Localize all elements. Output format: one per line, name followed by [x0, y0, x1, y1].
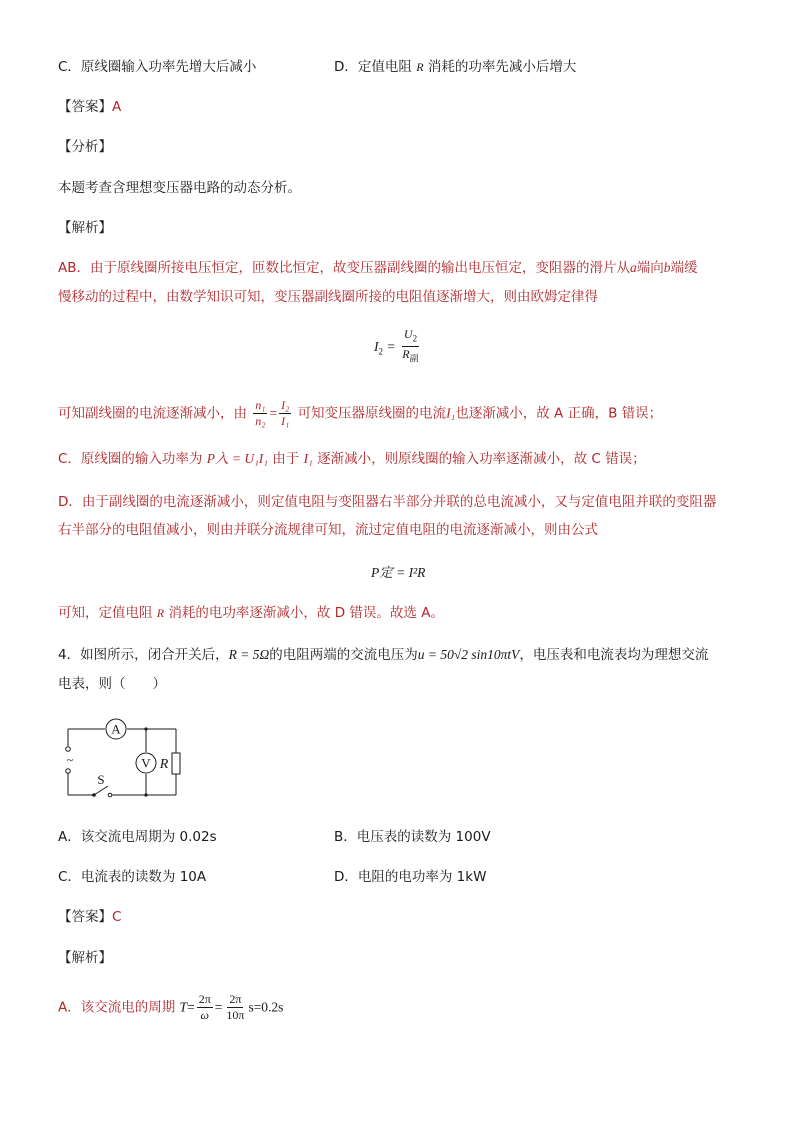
q4-stem-line1	[58, 645, 708, 665]
q3-option-d-var: R	[416, 60, 424, 74]
q4-option-b: B．电压表的读数为 100V	[334, 829, 491, 845]
q3-option-d-text: D．定值电阻	[334, 59, 412, 75]
eq: P入 = U₁I₁	[206, 451, 268, 466]
text: 端缓	[670, 260, 698, 276]
equation-power: P定 = I²R	[371, 565, 426, 580]
text: 由于	[272, 451, 300, 467]
q3-ab-line2: 慢移动的过程中，由数学知识可知，变压器副线圈所接的电阻值逐渐增大，则由欧姆定律得	[58, 289, 598, 305]
ammeter-label: A	[111, 721, 121, 737]
q3-d-line1: D．由于副线圈的电流逐渐减小，则定值电阻与变阻器右半部分并联的总电流减小，又与定值电阻并联的变阻器	[58, 494, 717, 510]
frac-num: 2π	[198, 992, 211, 1006]
q3-analysis-label: 【分析】	[58, 139, 112, 155]
q3-c-line	[58, 449, 646, 469]
frac-2pi-10pi	[224, 992, 246, 1023]
q3-answer	[58, 97, 121, 117]
text: 的电阻两端的交流电压为	[269, 647, 418, 663]
frac-den: 10π	[226, 1008, 245, 1022]
text: 消耗的电功率逐渐减小，故 D 错误。故选 A。	[168, 605, 444, 621]
var-T: T	[179, 999, 188, 1015]
current-ratio	[279, 398, 291, 429]
text: 4．如图所示，闭合开关后，	[58, 647, 229, 663]
text: A．该交流电的周期	[58, 999, 176, 1016]
frac-den: ω	[200, 1008, 209, 1022]
q3-d-line2: 右半部分的电阻值减小，则由并联分流规律可知，流过定值电阻的电流逐渐减小，则由公式	[58, 522, 598, 538]
q4-option-d: D．电阻的电功率为 1kW	[334, 869, 487, 885]
var: I₁	[303, 451, 313, 466]
q4-solution-label: 【解析】	[58, 950, 112, 966]
q4-option-c: C．电流表的读数为 10A	[58, 869, 207, 885]
answer-label: 【答案】	[58, 909, 112, 925]
eq-num: U	[403, 327, 413, 341]
circuit-diagram	[56, 718, 188, 802]
text: 也逐渐减小，故 A 正确，B 错误；	[455, 405, 663, 422]
frac-2pi-omega	[197, 992, 213, 1023]
eq-lhs-sub: 2	[378, 346, 383, 357]
q3-option-d	[334, 57, 576, 77]
switch-pivot-icon	[92, 793, 96, 797]
text: 端向	[636, 260, 664, 276]
eq-fraction	[400, 327, 420, 367]
turns-ratio	[253, 398, 267, 429]
text: 逐渐减小，则原线圈的输入功率逐渐减小，故 C 错误；	[317, 451, 646, 467]
q3-option-d-text2: 消耗的功率先减小后增大	[427, 59, 577, 75]
eq: R = 5Ω	[228, 647, 270, 662]
resistor-icon	[172, 753, 180, 774]
var-a: a	[630, 260, 637, 275]
q3-d-line3	[58, 603, 444, 623]
q4-stem-line2: 电表，则（ ）	[58, 676, 166, 692]
q3-ab-line3: 可知副线圈的电流逐渐减小，由 $\frac{\text{n₁}}{\text{n₂}}$ = $\frac{\text{I₂}}{\text{I₁}}$ 可知变压器原线圈的电流I₁也逐渐减小，故 A 正确，B 错误；	[58, 398, 663, 428]
q4-answer	[58, 907, 121, 927]
q3-ab-line1	[58, 258, 698, 278]
frac-num: n₁	[255, 398, 266, 412]
frac-den: n₂	[255, 414, 266, 428]
result: s=0.2s	[248, 999, 284, 1015]
q4-solution-a: A．该交流电的周期 T= $\frac{2\pi}{\omega}$ = $\frac{2\pi}{10\pi}$ s=0.2s	[58, 992, 284, 1022]
text: C．原线圈的输入功率为	[58, 451, 203, 467]
eq-num-sub: 2	[412, 333, 418, 344]
text: 可知副线圈的电流逐渐减小，由	[58, 405, 247, 422]
text: 可知变压器原线圈的电流	[297, 405, 447, 422]
q3-analysis-text: 本题考查含理想变压器电路的动态分析。	[58, 180, 301, 196]
switch-label: S	[97, 772, 105, 787]
terminal-bottom-icon	[66, 769, 71, 774]
voltmeter-label: V	[141, 755, 151, 771]
answer-label: 【答案】	[58, 99, 112, 115]
ac-source-icon: ~	[66, 753, 74, 767]
frac-num: I₂	[281, 398, 290, 412]
q3-option-c: C．原线圈输入功率先增大后减小	[58, 59, 257, 75]
answer-value: A	[112, 99, 122, 115]
var-b: b	[663, 260, 671, 275]
terminal-top-icon	[66, 747, 71, 752]
eq-den: R	[402, 347, 410, 362]
text: 可知，定值电阻	[58, 605, 153, 621]
text: AB．由于原线圈所接电压恒定，匝数比恒定，故变压器副线圈的输出电压恒定，变阻器的滑片从	[58, 260, 630, 276]
switch-contact-icon	[108, 793, 112, 797]
frac-den: I₁	[281, 414, 290, 428]
eq: u = 50√2 sin10πtV	[417, 647, 520, 662]
var: I₁	[446, 405, 456, 421]
q4-option-a: A．该交流电周期为 0.02s	[58, 829, 217, 845]
frac-num: 2π	[229, 992, 242, 1006]
answer-value: C	[112, 909, 122, 925]
eq-lhs: I	[374, 338, 379, 354]
var: R	[156, 606, 165, 620]
equation-ohm: $I_2$ = $\frac{U_2}{R_副}$	[374, 327, 423, 367]
q3-solution-label: 【解析】	[58, 220, 112, 236]
resistor-label: R	[159, 757, 169, 772]
eq-den-sub: 副	[409, 353, 419, 364]
text: ，电压表和电流表均为理想交流	[519, 647, 709, 663]
